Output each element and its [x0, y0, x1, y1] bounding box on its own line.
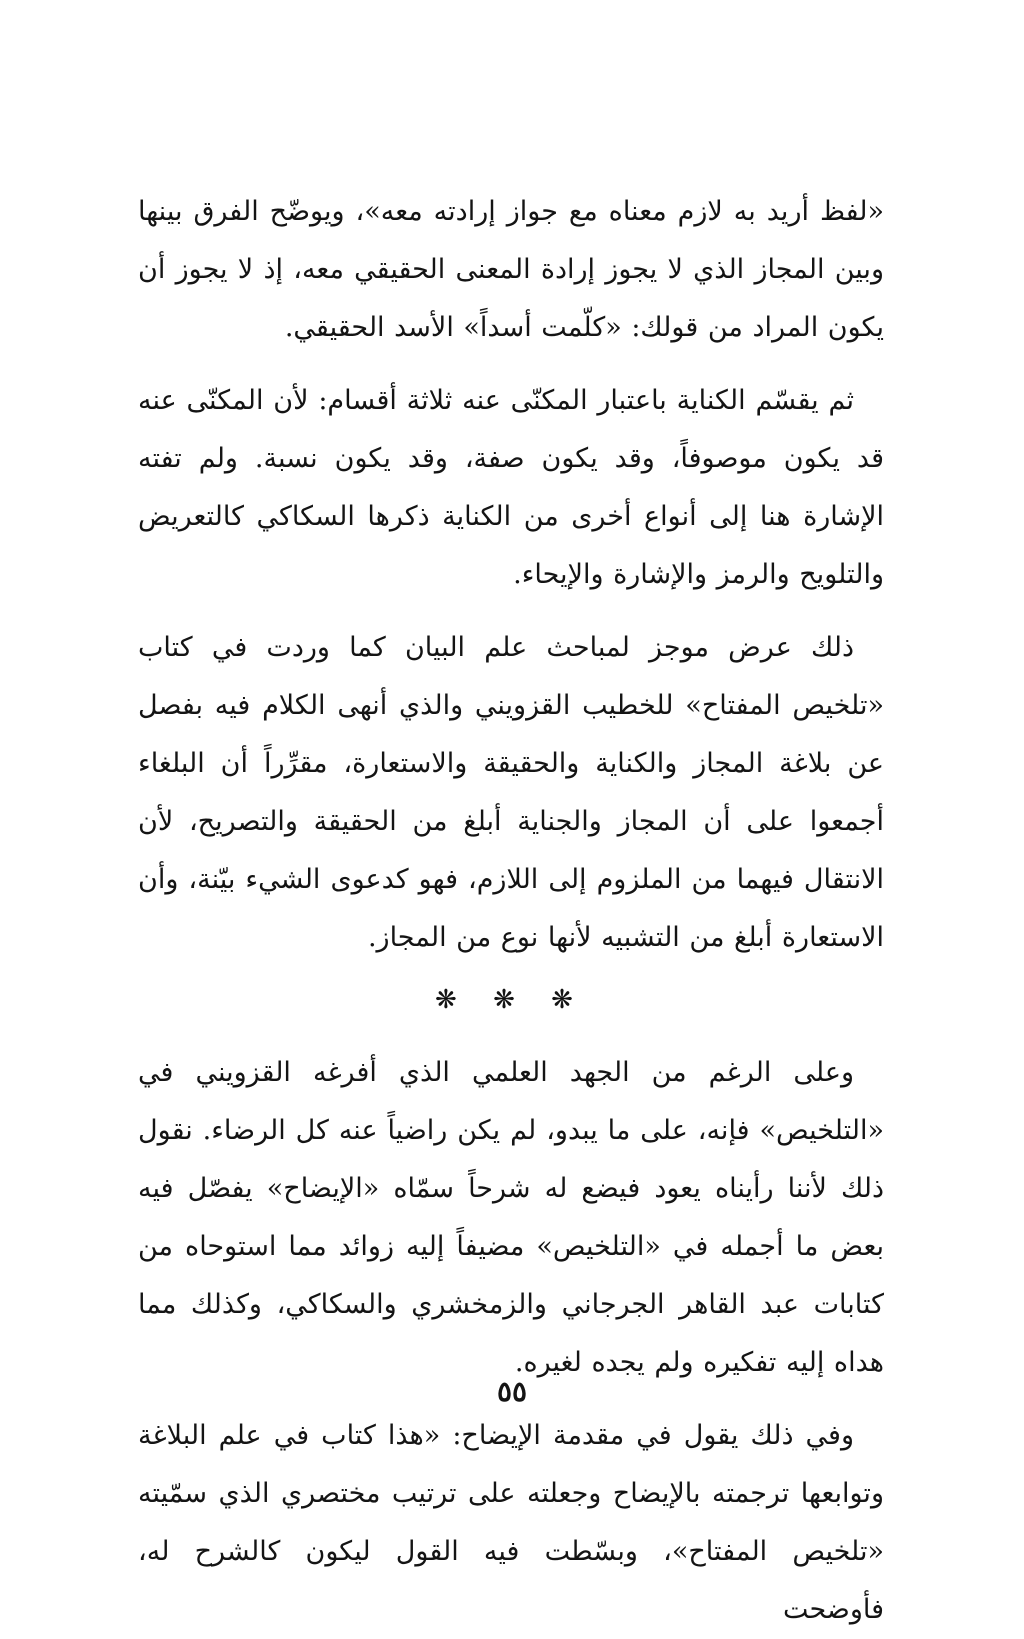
paragraph-2: ثم يقسّم الكناية باعتبار المكنّى عنه ثلاثة أقسام: لأن المكنّى عنه قد يكون موصوفاً، وقد يكون صفة، وقد يكون نسبة. ولم تفته الإشارة هنا إلى أنواع أخرى من الكناية ذكرها السكاكي كالتعريض والتلويح والرمز والإشارة والإيحاء. [138, 385, 884, 590]
paragraph-4: وعلى الرغم من الجهد العلمي الذي أفرغه القزويني في «التلخيص» فإنه، على ما يبدو، لم يكن راضياً عنه كل الرضاء. نقول ذلك لأننا رأيناه يعود فيضع له شرحاً سمّاه «الإيضاح» يفصّل فيه بعض ما أجمله في «التلخيص» مضيفاً إليه زوائد مما استوحاه من كتابات عبد القاهر الجرجاني والزمخشري والسكاكي، وكذلك مما هداه إليه تفكيره ولم يجده لغيره. [138, 1057, 884, 1378]
paragraph-1: «لفظ أريد به لازم معناه مع جواز إرادته معه»، ويوضّح الفرق بينها وبين المجاز الذي لا يجوز إرادة المعنى الحقيقي معه، إذ لا يجوز أن يكون المراد من قولك: «كلّمت أسداً» الأسد الحقيقي. [138, 196, 884, 343]
paragraph-5: وفي ذلك يقول في مقدمة الإيضاح: «هذا كتاب في علم البلاغة وتوابعها ترجمته بالإيضاح وجعلته على ترتيب مختصري الذي سمّيته «تلخيص المفتاح»، وبسّطت فيه القول ليكون كالشرح له، فأوضحت [138, 1420, 884, 1625]
paragraph-3: ذلك عرض موجز لمباحث علم البيان كما وردت في كتاب «تلخيص المفتاح» للخطيب القزويني والذي أنهى الكلام فيه بفصل عن بلاغة المجاز والكناية والحقيقة والاستعارة، مقرِّراً أن البلغاء أجمعوا على أن المجاز والجناية أبلغ من الحقيقة والتصريح، لأن الانتقال فيهما من الملزوم إلى اللازم، فهو كدعوى الشيء بيّنة، وأن الاستعارة أبلغ من التشبيه لأنها نوع من المجاز. [138, 632, 884, 953]
page-body [138, 183, 884, 1639]
page-number: ٥٥ [496, 1375, 528, 1408]
section-separator: ❋ ❋ ❋ [435, 985, 587, 1015]
